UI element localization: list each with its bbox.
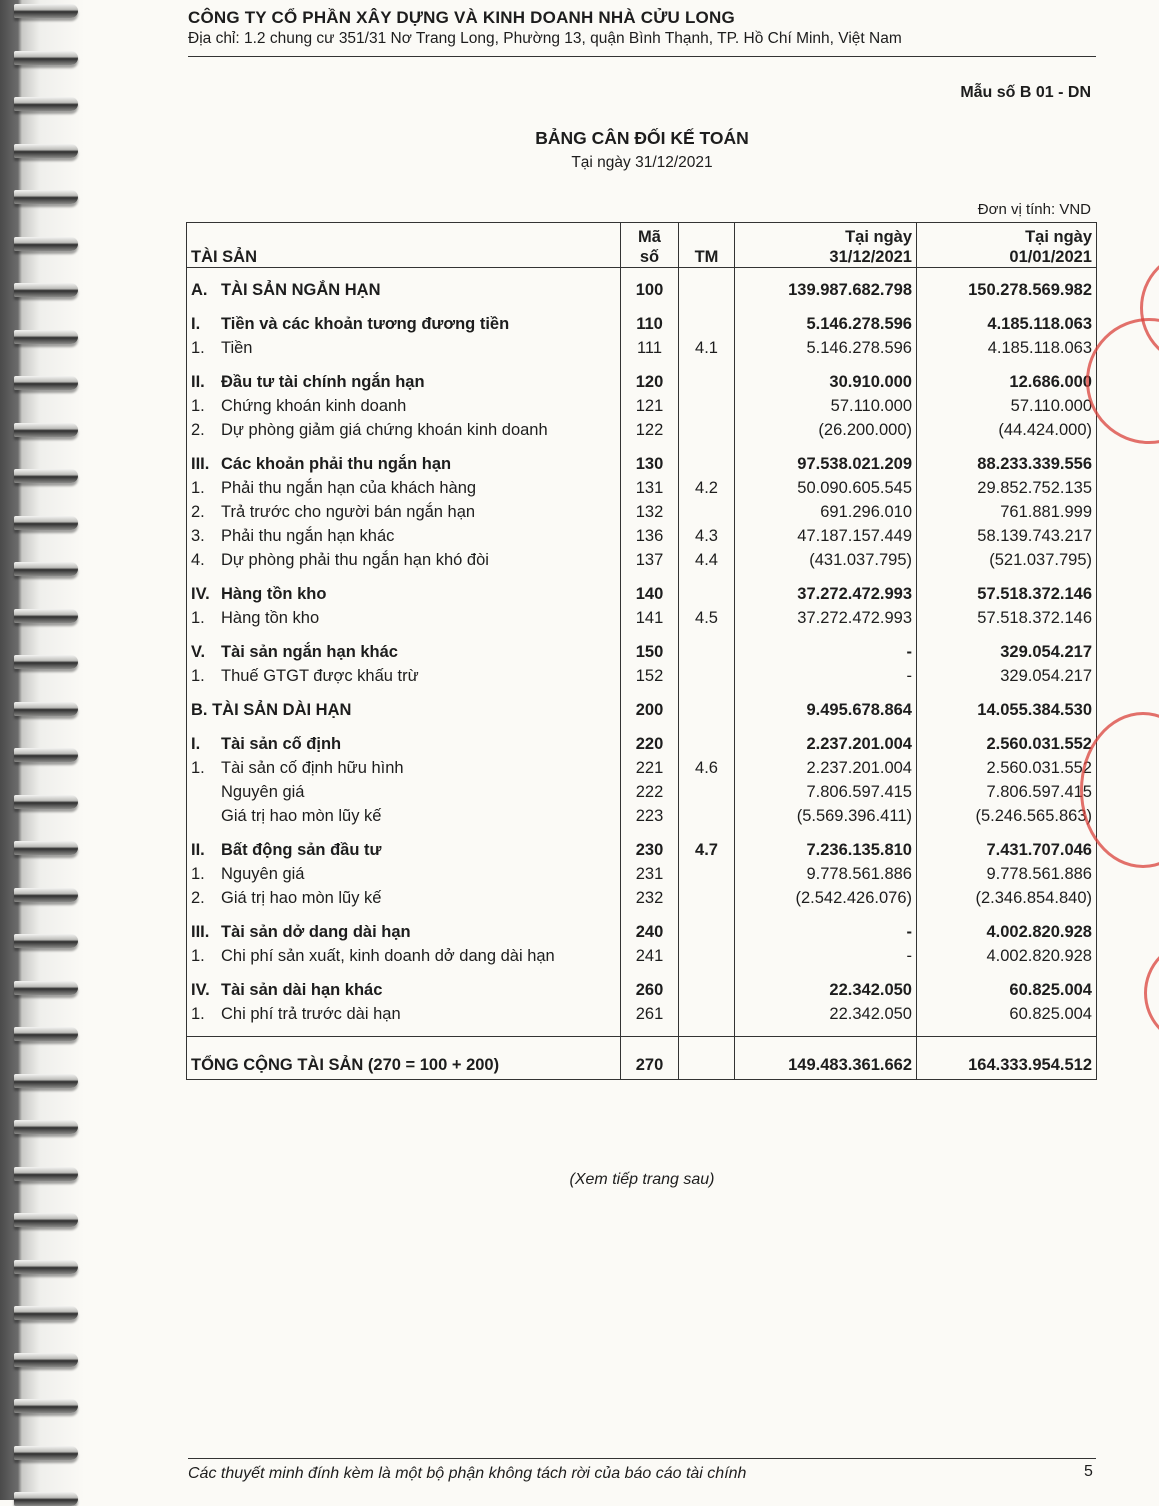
row-current-value: 2.237.201.004	[735, 722, 917, 756]
row-number: 1.	[191, 1005, 205, 1023]
row-prior-value: 29.852.752.135	[917, 476, 1097, 500]
row-code: 140	[621, 572, 679, 606]
table-row	[187, 780, 1097, 804]
row-label-text: Nguyên giá	[221, 783, 305, 801]
row-number: I.	[191, 315, 201, 333]
spacer-cell	[735, 1026, 917, 1037]
row-label-text: Phải thu ngắn hạn khác	[221, 527, 395, 545]
spiral-coil	[14, 609, 78, 623]
row-number: II.	[191, 841, 205, 859]
spiral-coil	[14, 423, 78, 437]
row-current-value: (26.200.000)	[735, 418, 917, 442]
row-label	[187, 524, 621, 548]
row-label-text: Đầu tư tài chính ngắn hạn	[221, 373, 425, 391]
row-current-value: 9.778.561.886	[735, 862, 917, 886]
spiral-coil	[14, 190, 78, 204]
row-note	[679, 664, 735, 688]
row-number: 1.	[191, 339, 205, 357]
row-code: 152	[621, 664, 679, 688]
header-item: TÀI SẢN	[187, 223, 621, 268]
table-body	[187, 268, 1097, 1037]
row-label	[187, 394, 621, 418]
spiral-coil	[14, 1120, 78, 1134]
row-number: I.	[191, 735, 201, 753]
table-row	[187, 828, 1097, 862]
form-code: Mẫu số B 01 - DN	[960, 84, 1091, 101]
spacer-cell	[621, 1026, 679, 1037]
row-code: 100	[621, 268, 679, 303]
table-header-row	[187, 223, 1097, 268]
row-label	[187, 630, 621, 664]
row-number: A.	[191, 281, 208, 299]
row-prior-value: (5.246.565.863)	[917, 804, 1097, 828]
row-code: 260	[621, 968, 679, 1002]
row-number: 2.	[191, 889, 205, 907]
row-note: 4.2	[679, 476, 735, 500]
row-label	[187, 664, 621, 688]
row-label	[187, 1002, 621, 1026]
row-label	[187, 886, 621, 910]
row-label	[187, 804, 621, 828]
row-label-text: Bất động sản đầu tư	[221, 841, 382, 859]
row-label-text: TÀI SẢN NGẮN HẠN	[221, 281, 381, 299]
row-current-value: -	[735, 664, 917, 688]
row-current-value: -	[735, 910, 917, 944]
spiral-binding	[0, 0, 85, 1500]
row-prior-value: 4.002.820.928	[917, 944, 1097, 968]
row-label	[187, 302, 621, 336]
total-note	[679, 1037, 735, 1080]
spiral-coil	[14, 934, 78, 948]
total-prior: 164.333.954.512	[917, 1037, 1097, 1080]
row-prior-value: 4.002.820.928	[917, 910, 1097, 944]
row-code: 241	[621, 944, 679, 968]
row-note: 4.1	[679, 336, 735, 360]
table-row	[187, 804, 1097, 828]
row-number: III.	[191, 455, 210, 473]
page-number: 5	[1084, 1463, 1093, 1480]
table-row	[187, 394, 1097, 418]
row-current-value: 57.110.000	[735, 394, 917, 418]
table-row	[187, 336, 1097, 360]
table-row	[187, 268, 1097, 303]
row-label-text: Tài sản cố định hữu hình	[221, 759, 404, 777]
row-prior-value: 9.778.561.886	[917, 862, 1097, 886]
row-label	[187, 476, 621, 500]
row-label-text: B. TÀI SẢN DÀI HẠN	[191, 701, 352, 719]
row-number: 1.	[191, 759, 205, 777]
row-prior-value: (521.037.795)	[917, 548, 1097, 572]
row-label-text: Tiền	[221, 339, 253, 357]
row-code: 132	[621, 500, 679, 524]
row-number: 2.	[191, 421, 205, 439]
row-label	[187, 418, 621, 442]
row-label	[187, 780, 621, 804]
row-label	[187, 548, 621, 572]
row-label-text: Chi phí sản xuất, kinh doanh dở dang dài hạn	[221, 947, 555, 965]
row-current-value: (431.037.795)	[735, 548, 917, 572]
footer-divider	[188, 1458, 1096, 1459]
row-code: 137	[621, 548, 679, 572]
spiral-coil	[14, 1446, 78, 1460]
row-label	[187, 756, 621, 780]
table-row	[187, 630, 1097, 664]
header-divider	[188, 56, 1096, 57]
row-number: IV.	[191, 585, 210, 603]
row-note	[679, 944, 735, 968]
row-label-text: Nguyên giá	[221, 865, 305, 883]
row-label	[187, 688, 621, 722]
row-code: 240	[621, 910, 679, 944]
row-prior-value: 14.055.384.530	[917, 688, 1097, 722]
row-note	[679, 780, 735, 804]
row-label	[187, 500, 621, 524]
row-current-value: 37.272.472.993	[735, 572, 917, 606]
spiral-coil	[14, 655, 78, 669]
table-row	[187, 360, 1097, 394]
row-current-value: 2.237.201.004	[735, 756, 917, 780]
row-label-text: Chi phí trả trước dài hạn	[221, 1005, 401, 1023]
table-row	[187, 944, 1097, 968]
header-prior-period	[917, 223, 1097, 268]
table-row	[187, 548, 1097, 572]
report-title: BẢNG CÂN ĐỐI KẾ TOÁN	[535, 128, 749, 148]
report-date: Tại ngày 31/12/2021	[571, 154, 713, 171]
table-row	[187, 302, 1097, 336]
row-note: 4.7	[679, 828, 735, 862]
table-row	[187, 886, 1097, 910]
row-label-text: Tài sản dở dang dài hạn	[221, 923, 411, 941]
row-number: 2.	[191, 503, 205, 521]
row-prior-value: 12.686.000	[917, 360, 1097, 394]
header-note: TM	[679, 223, 735, 268]
row-label	[187, 828, 621, 862]
spiral-coil	[14, 283, 78, 297]
row-current-value: 30.910.000	[735, 360, 917, 394]
row-code: 221	[621, 756, 679, 780]
table-row	[187, 722, 1097, 756]
header-cur-line2: 31/12/2021	[829, 248, 912, 266]
row-note: 4.6	[679, 756, 735, 780]
spiral-coil	[14, 1353, 78, 1367]
total-code: 270	[621, 1037, 679, 1080]
row-current-value: 7.806.597.415	[735, 780, 917, 804]
row-label-text: Phải thu ngắn hạn của khách hàng	[221, 479, 477, 497]
company-address: Địa chỉ: 1.2 chung cư 351/31 Nơ Trang Long, Phường 13, quận Bình Thạnh, TP. Hồ Chí Minh, Việt Nam	[188, 30, 902, 47]
spiral-coil	[14, 1027, 78, 1041]
company-name: CÔNG TY CỔ PHẦN XÂY DỰNG VÀ KINH DOANH NHÀ CỬU LONG	[188, 8, 735, 27]
row-current-value: 9.495.678.864	[735, 688, 917, 722]
document-header	[188, 8, 1096, 48]
row-note	[679, 688, 735, 722]
row-label-text: Tài sản cố định	[221, 735, 342, 753]
row-note	[679, 442, 735, 476]
spiral-coil	[14, 1492, 78, 1506]
row-code: 232	[621, 886, 679, 910]
row-label-text: Dự phòng giảm giá chứng khoán kinh doanh	[221, 421, 548, 439]
row-label	[187, 606, 621, 630]
row-note: 4.3	[679, 524, 735, 548]
row-note	[679, 418, 735, 442]
spacer-cell	[917, 1026, 1097, 1037]
spiral-coil	[14, 4, 78, 18]
row-note	[679, 630, 735, 664]
row-number: 4.	[191, 551, 205, 569]
table-row	[187, 442, 1097, 476]
spacer-row	[187, 1026, 1097, 1037]
row-current-value: 50.090.605.545	[735, 476, 917, 500]
row-number: V.	[191, 643, 206, 661]
row-number: 1.	[191, 947, 205, 965]
row-code: 136	[621, 524, 679, 548]
row-current-value: 7.236.135.810	[735, 828, 917, 862]
row-label-text: Các khoản phải thu ngắn hạn	[221, 455, 452, 473]
row-prior-value: (2.346.854.840)	[917, 886, 1097, 910]
spiral-coil	[14, 516, 78, 530]
row-label	[187, 910, 621, 944]
row-code: 223	[621, 804, 679, 828]
row-label-text: Dự phòng phải thu ngắn hạn khó đòi	[221, 551, 489, 569]
row-prior-value: 58.139.743.217	[917, 524, 1097, 548]
spiral-coil	[14, 237, 78, 251]
row-current-value: -	[735, 630, 917, 664]
spiral-coil	[14, 1306, 78, 1320]
spiral-coil	[14, 795, 78, 809]
row-code: 131	[621, 476, 679, 500]
table-row	[187, 756, 1097, 780]
header-cur-line1: Tại ngày	[845, 228, 912, 246]
row-current-value: 97.538.021.209	[735, 442, 917, 476]
row-current-value: 691.296.010	[735, 500, 917, 524]
continued-note: (Xem tiếp trang sau)	[569, 1171, 715, 1188]
row-code: 141	[621, 606, 679, 630]
row-current-value: (2.542.426.076)	[735, 886, 917, 910]
row-label-text: Tài sản ngắn hạn khác	[221, 643, 398, 661]
row-code: 220	[621, 722, 679, 756]
table-row	[187, 664, 1097, 688]
row-number: 1.	[191, 865, 205, 883]
row-code: 121	[621, 394, 679, 418]
table-row	[187, 968, 1097, 1002]
row-label-text: Giá trị hao mòn lũy kế	[221, 807, 382, 825]
row-current-value: 22.342.050	[735, 968, 917, 1002]
row-current-value: 37.272.472.993	[735, 606, 917, 630]
row-prior-value: 60.825.004	[917, 968, 1097, 1002]
row-current-value: 47.187.157.449	[735, 524, 917, 548]
table-row	[187, 524, 1097, 548]
row-label-text: Tiền và các khoản tương đương tiền	[221, 315, 510, 333]
row-prior-value: 7.431.707.046	[917, 828, 1097, 862]
row-label-text: Tài sản dài hạn khác	[221, 981, 383, 999]
row-label	[187, 572, 621, 606]
spiral-coil	[14, 330, 78, 344]
row-note	[679, 886, 735, 910]
row-note	[679, 302, 735, 336]
row-label-text: Trả trước cho người bán ngắn hạn	[221, 503, 476, 521]
row-note	[679, 910, 735, 944]
row-label-text: Thuế GTGT được khấu trừ	[221, 667, 419, 685]
table-row	[187, 418, 1097, 442]
currency-unit: Đơn vị tính: VND	[977, 201, 1091, 218]
spiral-coil	[14, 469, 78, 483]
row-prior-value: 2.560.031.552	[917, 722, 1097, 756]
row-prior-value: 57.110.000	[917, 394, 1097, 418]
footnote: Các thuyết minh đính kèm là một bộ phận không tách rời của báo cáo tài chính	[188, 1465, 747, 1482]
row-label	[187, 360, 621, 394]
row-code: 120	[621, 360, 679, 394]
row-number: 3.	[191, 527, 205, 545]
spiral-coil	[14, 376, 78, 390]
header-current-period	[735, 223, 917, 268]
spiral-coil	[14, 1074, 78, 1088]
row-label	[187, 862, 621, 886]
row-note	[679, 268, 735, 303]
table-row	[187, 500, 1097, 524]
row-current-value: 5.146.278.596	[735, 336, 917, 360]
row-code: 231	[621, 862, 679, 886]
spiral-coil	[14, 748, 78, 762]
row-code: 111	[621, 336, 679, 360]
row-prior-value: (44.424.000)	[917, 418, 1097, 442]
row-prior-value: 88.233.339.556	[917, 442, 1097, 476]
row-number: IV.	[191, 981, 210, 999]
row-current-value: 139.987.682.798	[735, 268, 917, 303]
row-note	[679, 722, 735, 756]
spiral-coil	[14, 981, 78, 995]
spacer-cell	[679, 1026, 735, 1037]
row-note: 4.5	[679, 606, 735, 630]
row-number: 1.	[191, 609, 205, 627]
table-row	[187, 910, 1097, 944]
table-row	[187, 606, 1097, 630]
row-label-text: Hàng tồn kho	[221, 609, 320, 627]
row-prior-value: 57.518.372.146	[917, 606, 1097, 630]
row-note	[679, 572, 735, 606]
row-label	[187, 336, 621, 360]
table-row	[187, 1002, 1097, 1026]
row-number: 1.	[191, 397, 205, 415]
row-note	[679, 804, 735, 828]
row-label-text: Hàng tồn kho	[221, 585, 327, 603]
total-current: 149.483.361.662	[735, 1037, 917, 1080]
row-number: 1.	[191, 479, 205, 497]
row-current-value: 5.146.278.596	[735, 302, 917, 336]
row-prior-value: 4.185.118.063	[917, 302, 1097, 336]
row-label	[187, 968, 621, 1002]
row-note	[679, 1002, 735, 1026]
header-prev-line2: 01/01/2021	[1009, 248, 1092, 266]
spacer-cell	[187, 1026, 621, 1037]
header-prev-line1: Tại ngày	[1025, 228, 1092, 246]
spiral-coil	[14, 702, 78, 716]
spiral-coil	[14, 841, 78, 855]
row-prior-value: 60.825.004	[917, 1002, 1097, 1026]
row-prior-value: 761.881.999	[917, 500, 1097, 524]
balance-sheet-table	[186, 222, 1097, 1080]
row-code: 230	[621, 828, 679, 862]
header-code	[621, 223, 679, 268]
row-code: 222	[621, 780, 679, 804]
row-code: 261	[621, 1002, 679, 1026]
row-prior-value: 329.054.217	[917, 664, 1097, 688]
row-label-text: Chứng khoán kinh doanh	[221, 397, 407, 415]
table-row	[187, 476, 1097, 500]
row-current-value: -	[735, 944, 917, 968]
total-label: TỔNG CỘNG TÀI SẢN (270 = 100 + 200)	[187, 1037, 621, 1080]
header-code-line2: số	[639, 248, 660, 266]
row-prior-value: 7.806.597.415	[917, 780, 1097, 804]
row-label	[187, 944, 621, 968]
row-label	[187, 442, 621, 476]
row-number: 1.	[191, 667, 205, 685]
row-prior-value: 2.560.031.552	[917, 756, 1097, 780]
row-prior-value: 57.518.372.146	[917, 572, 1097, 606]
spiral-coil	[14, 1399, 78, 1413]
row-current-value: (5.569.396.411)	[735, 804, 917, 828]
row-code: 200	[621, 688, 679, 722]
header-code-line1: Mã	[638, 228, 661, 246]
row-prior-value: 329.054.217	[917, 630, 1097, 664]
row-code: 122	[621, 418, 679, 442]
spiral-coil	[14, 51, 78, 65]
row-number: III.	[191, 923, 210, 941]
row-note	[679, 500, 735, 524]
table-row	[187, 572, 1097, 606]
spiral-coil	[14, 562, 78, 576]
row-prior-value: 150.278.569.982	[917, 268, 1097, 303]
row-label-text: Giá trị hao mòn lũy kế	[221, 889, 382, 907]
row-note	[679, 862, 735, 886]
table-row	[187, 862, 1097, 886]
row-label	[187, 722, 621, 756]
row-code: 150	[621, 630, 679, 664]
spiral-coil	[14, 888, 78, 902]
row-note	[679, 394, 735, 418]
row-note	[679, 968, 735, 1002]
row-current-value: 22.342.050	[735, 1002, 917, 1026]
row-code: 130	[621, 442, 679, 476]
spiral-coil	[14, 1260, 78, 1274]
row-code: 110	[621, 302, 679, 336]
table-row	[187, 688, 1097, 722]
red-seal-stamp	[1144, 940, 1159, 1046]
spiral-coil	[14, 1213, 78, 1227]
spiral-coil	[14, 97, 78, 111]
total-row	[187, 1037, 1097, 1080]
row-prior-value: 4.185.118.063	[917, 336, 1097, 360]
row-number: II.	[191, 373, 205, 391]
row-note: 4.4	[679, 548, 735, 572]
row-note	[679, 360, 735, 394]
row-label	[187, 268, 621, 303]
